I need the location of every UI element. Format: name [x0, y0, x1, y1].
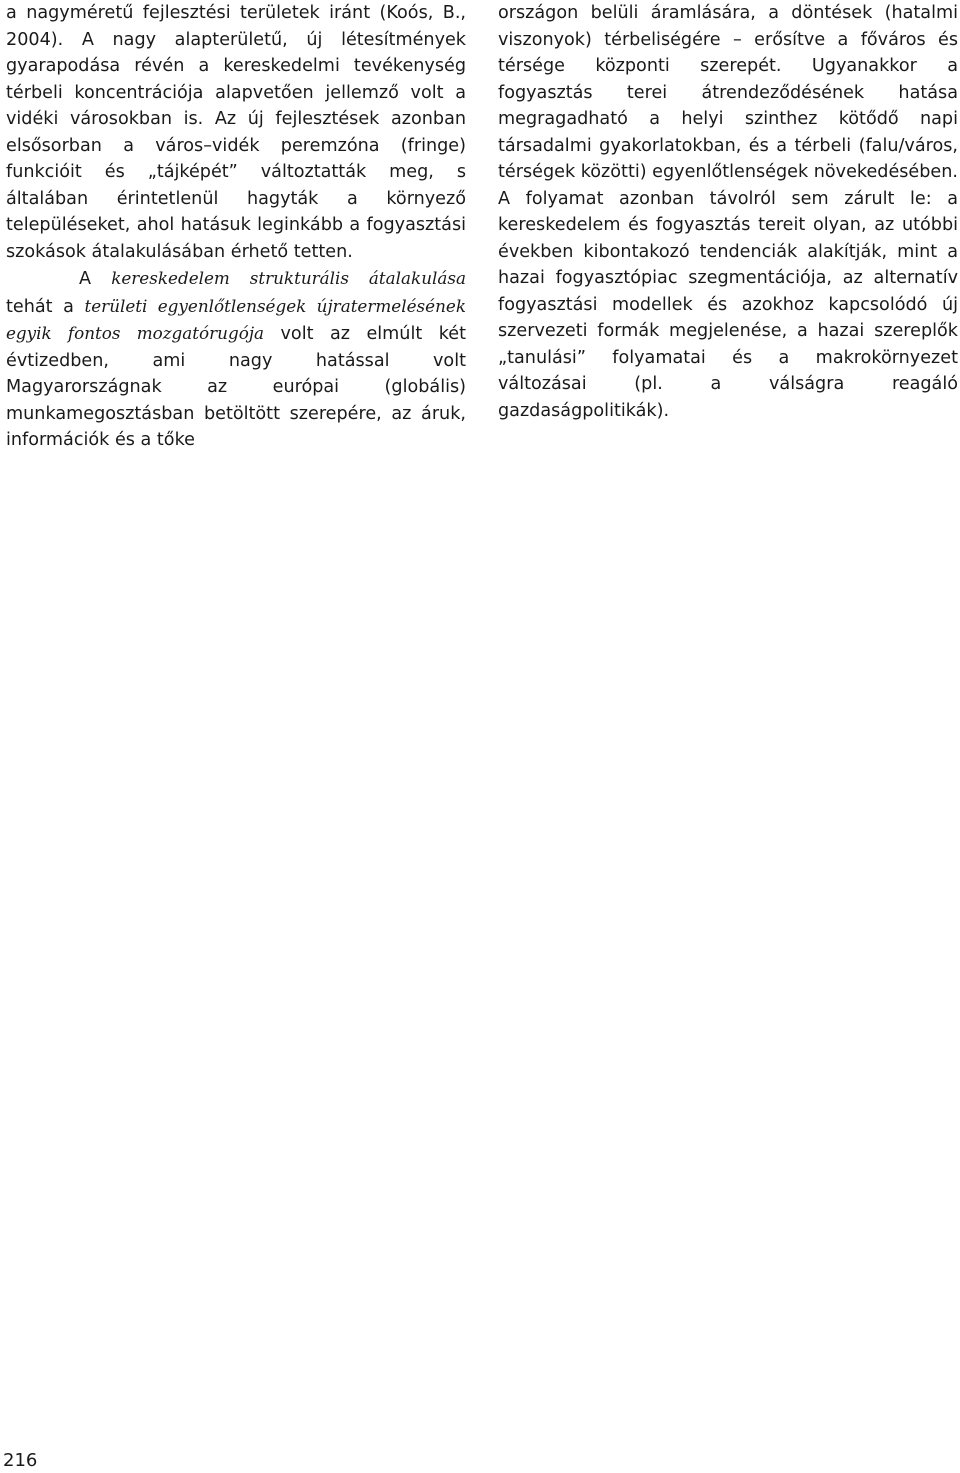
right-paragraph-2: A folyamat azonban távolról sem zárult le: a kereskedelem és fogyasztás tereit olyan, az utóbbi években kibontakozó tendenciák alakítják, mint a hazai fogyasztópiac szegmentációja, az alternatív fogyasztási modellek és azokhoz kapcsolódó új szervezeti formák megjelenése, a hazai szereplők „tanulási” folyamatai és a makrokörnyezet változásai (pl. a válságra reagáló gazdaságpolitikák). — [498, 188, 958, 421]
left-paragraph-2-text-2: tehát a — [6, 296, 85, 317]
left-paragraph-1: a nagyméretű fejlesztési területek iránt (Koós, B., 2004). A nagy alapterületű, új létesítmények gyarapodása révén a kereskedelmi tevékenység térbeli koncentrációja alapvetően jellemző volt a vidéki városokban is. Az új fejlesztések azonban elsősorban a város–vidék peremzóna (fringe) funkcióit és „tájképét” változtatták meg, s általában érintetlenül hagyták a környező településeket, ahol hatásuk leginkább a fogyasztási szokások átalakulásában érhető tetten. — [6, 3, 466, 262]
left-paragraph-2-emphasis-2: területi egyenlőtlenségek újratermelésének egyik fontos mozgatórugója — [6, 295, 466, 343]
left-paragraph-2-emphasis-1: kereskedelem strukturális átalakulása — [111, 268, 466, 288]
left-paragraph-2-text-1: A — [79, 269, 112, 289]
page-number: 216 — [3, 1450, 38, 1471]
right-column — [498, 0, 958, 424]
right-paragraph-1: országon belüli áramlására, a döntések (hatalmi viszonyok) térbeliségére – erősítve a főváros és térsége központi szerepét. Ugyanakkor a fogyasztás terei átrendeződésének hatása megragadható a helyi szinthez kötődő napi társadalmi gyakorlatokban, és a térbeli (falu/város, térségek közötti) egyenlőtlenségek növekedésében. — [498, 3, 958, 182]
left-paragraph-2-text-3: volt az elmúlt két évtizedben, ami nagy hatással volt Magyarországnak az európai (globális) munkamegosztásban betöltött szerepére, az áruk, információk és a tőke — [6, 324, 466, 450]
left-paragraph-2 — [6, 265, 466, 454]
left-column — [6, 0, 466, 454]
